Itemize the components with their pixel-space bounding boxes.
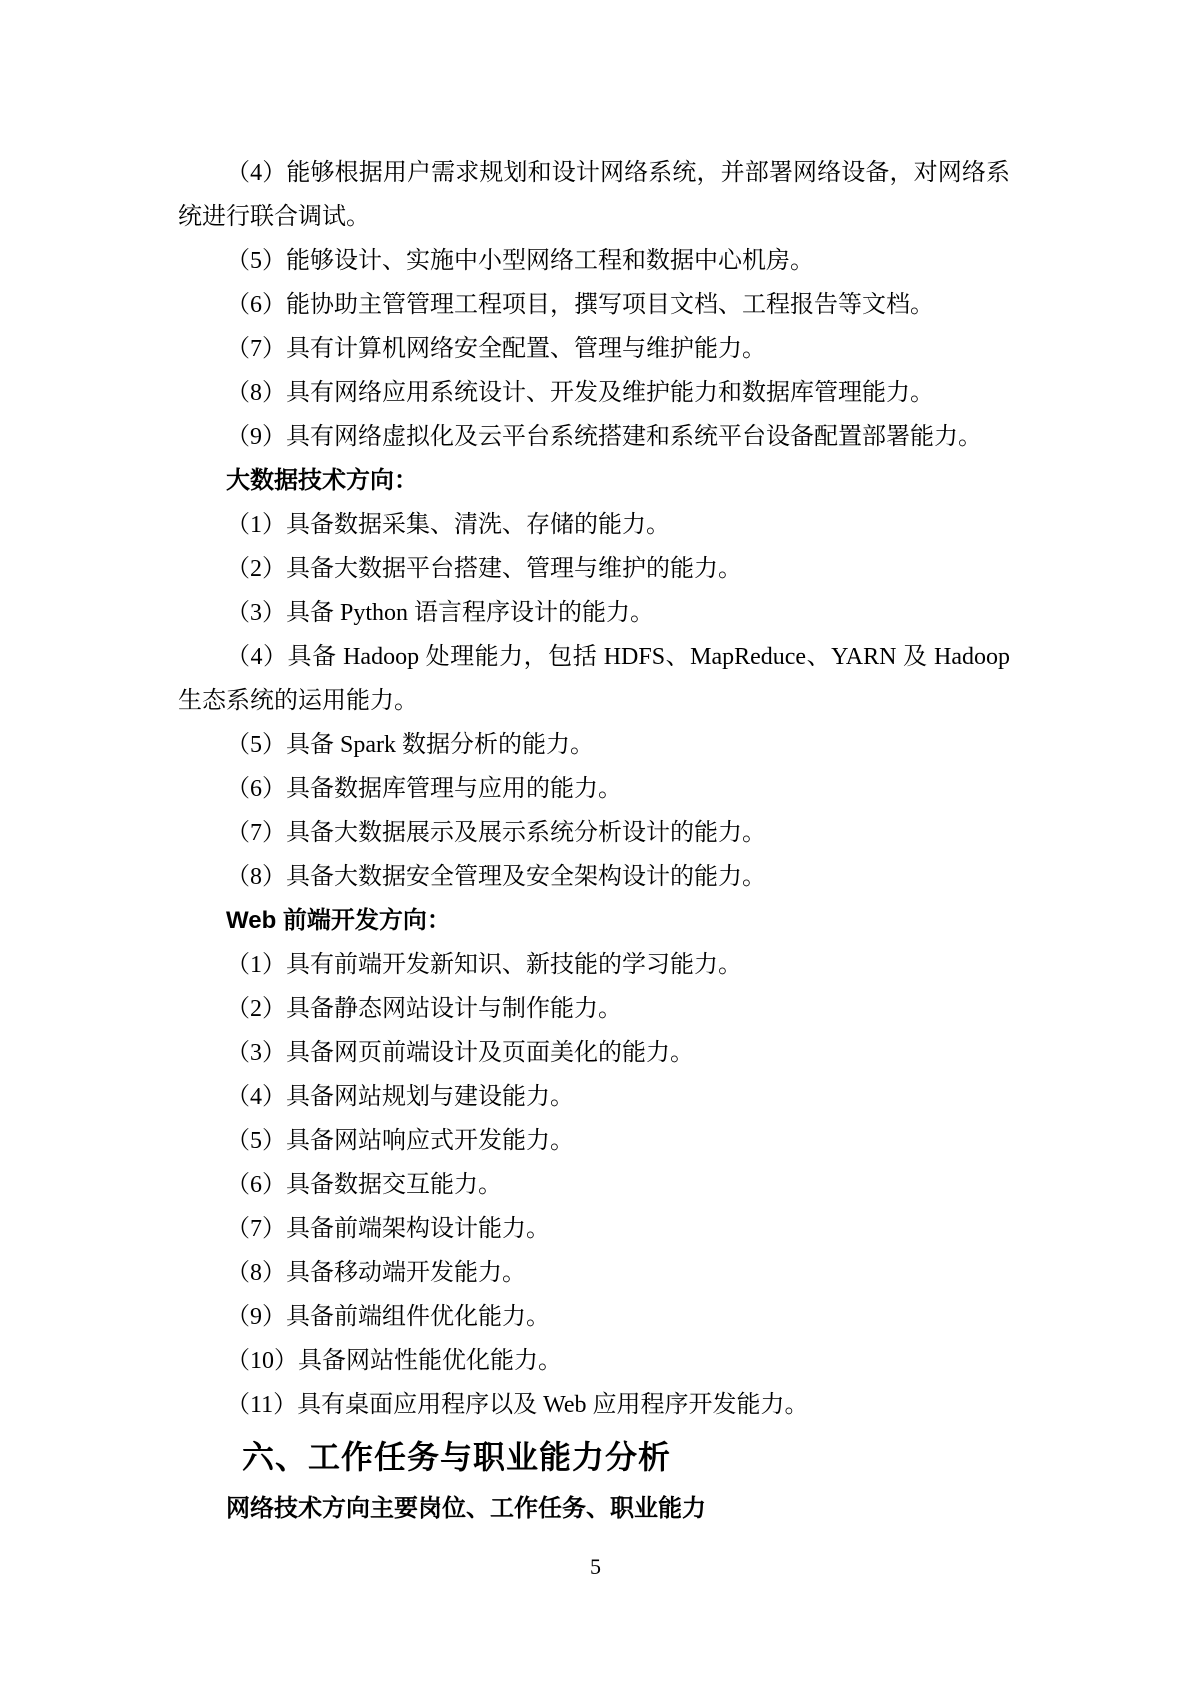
sub-heading: 网络技术方向主要岗位、工作任务、职业能力 [226, 1495, 706, 1522]
document-body [178, 151, 1010, 1531]
chapter-heading: 六、工作任务与职业能力分析 [242, 1439, 672, 1475]
section-heading-web-frontend: Web 前端开发方向： [226, 907, 451, 934]
ability-item: （9）具有网络虚拟化及云平台系统搭建和系统平台设备配置部署能力。 [226, 424, 982, 450]
section-web-frontend [178, 899, 1010, 1427]
ability-item: （6）具备数据交互能力。 [226, 1172, 502, 1198]
ability-item: （6）具备数据库管理与应用的能力。 [226, 776, 622, 802]
ability-item: （10）具备网站性能优化能力。 [226, 1348, 562, 1374]
ability-item: （1）具有前端开发新知识、新技能的学习能力。 [226, 952, 742, 978]
ability-item: （9）具备前端组件优化能力。 [226, 1304, 550, 1330]
ability-item: （3）具备网页前端设计及页面美化的能力。 [226, 1040, 694, 1066]
big-data-ability-list [178, 503, 1010, 899]
ability-item: （6）能协助主管管理工程项目，撰写项目文档、工程报告等文档。 [226, 292, 934, 318]
web-frontend-ability-list [178, 943, 1010, 1427]
ability-item: （7）具有计算机网络安全配置、管理与维护能力。 [226, 336, 766, 362]
section-big-data [178, 459, 1010, 899]
ability-item: （4）具备 Hadoop 处理能力，包括 HDFS、MapReduce、YARN 及 Hadoop 生态系统的运用能力。 [178, 644, 1010, 714]
ability-item: （8）具备移动端开发能力。 [226, 1260, 526, 1286]
ability-item: （8）具备大数据安全管理及安全架构设计的能力。 [226, 864, 766, 890]
ability-item: （4）具备网站规划与建设能力。 [226, 1084, 574, 1110]
ability-item: （4）能够根据用户需求规划和设计网络系统，并部署网络设备，对网络系统进行联合调试。 [178, 160, 1010, 230]
ability-item: （5）具备 Spark 数据分析的能力。 [226, 732, 594, 758]
ability-item: （7）具备前端架构设计能力。 [226, 1216, 550, 1242]
page-number: 5 [590, 1554, 601, 1579]
ability-item: （5）具备网站响应式开发能力。 [226, 1128, 574, 1154]
section-heading-big-data: 大数据技术方向： [226, 467, 418, 494]
network-ability-list [178, 151, 1010, 459]
ability-item: （5）能够设计、实施中小型网络工程和数据中心机房。 [226, 248, 814, 274]
ability-item: （8）具有网络应用系统设计、开发及维护能力和数据库管理能力。 [226, 380, 934, 406]
ability-item: （11）具有桌面应用程序以及 Web 应用程序开发能力。 [226, 1392, 809, 1418]
ability-item: （2）具备大数据平台搭建、管理与维护的能力。 [226, 556, 742, 582]
ability-item: （7）具备大数据展示及展示系统分析设计的能力。 [226, 820, 766, 846]
ability-item: （3）具备 Python 语言程序设计的能力。 [226, 600, 655, 626]
ability-item: （2）具备静态网站设计与制作能力。 [226, 996, 622, 1022]
ability-item: （1）具备数据采集、清洗、存储的能力。 [226, 512, 670, 538]
